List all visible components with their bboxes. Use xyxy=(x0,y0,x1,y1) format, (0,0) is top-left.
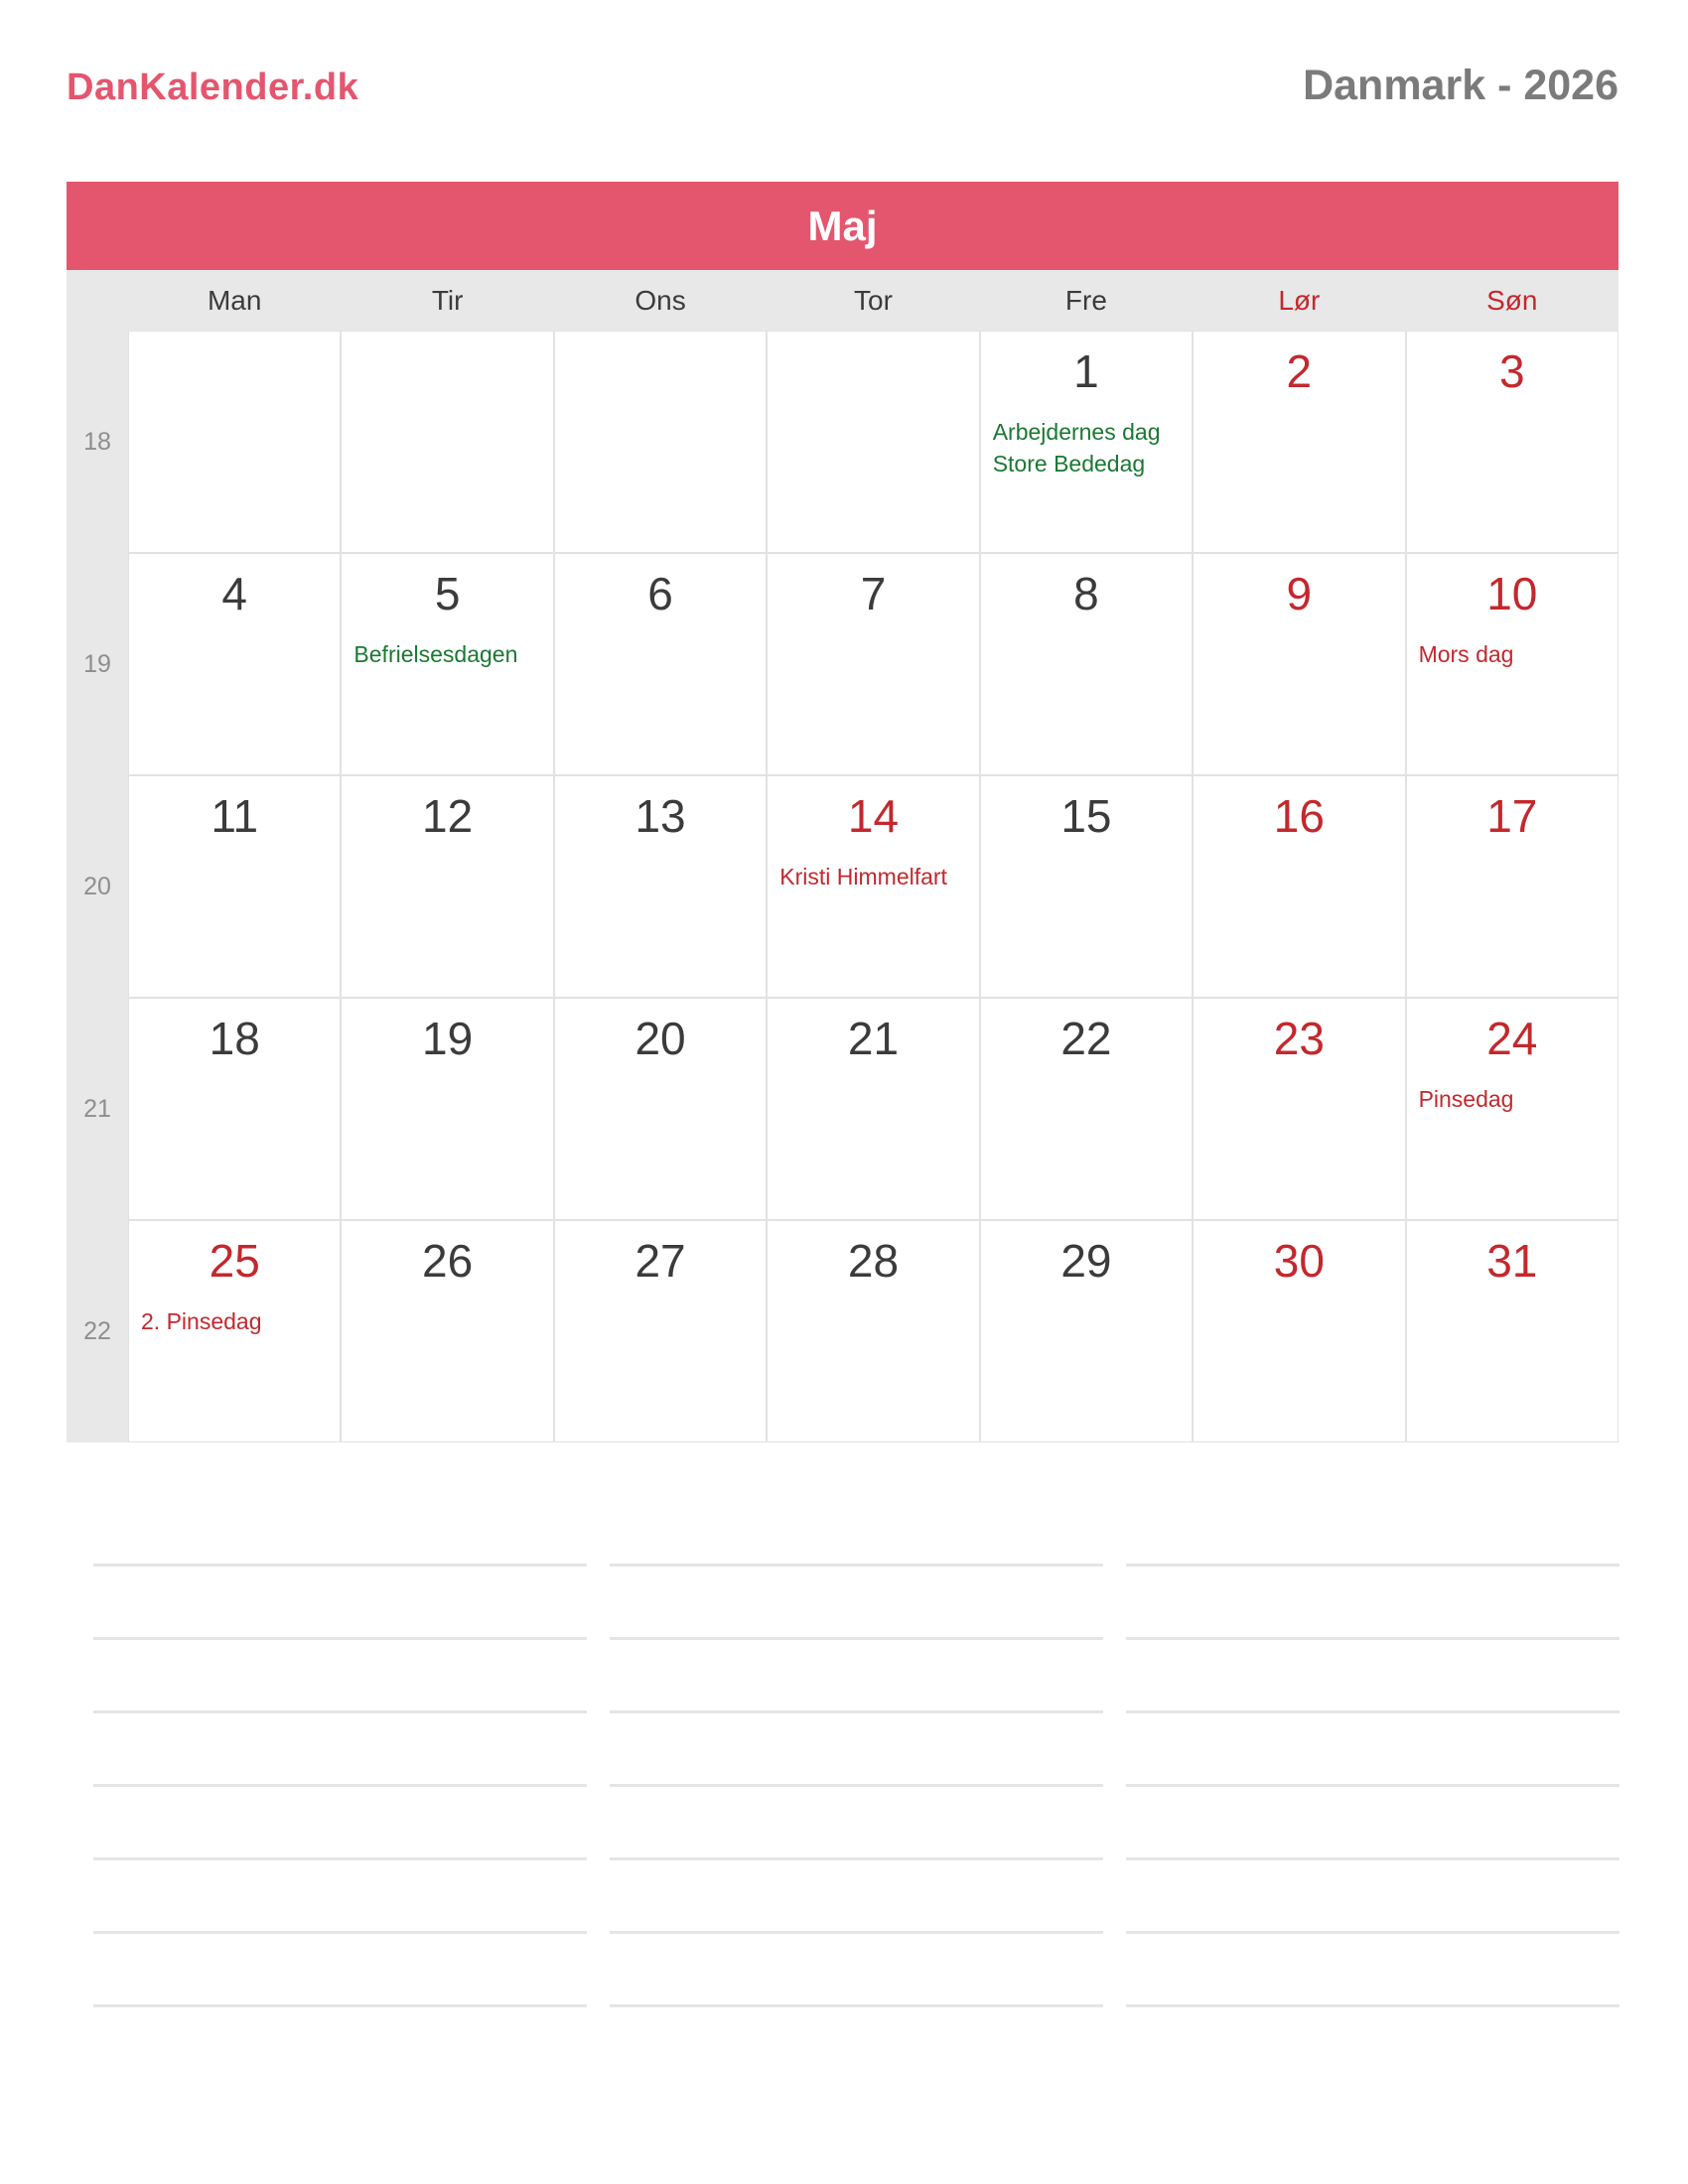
day-number: 8 xyxy=(1073,568,1099,619)
day-number: 1 xyxy=(1073,345,1099,397)
day-cell-17 xyxy=(1406,775,1618,998)
holiday-label: Store Bededag xyxy=(992,451,1146,477)
day-cell-27 xyxy=(554,1220,767,1442)
note-line xyxy=(93,1713,587,1787)
note-line xyxy=(93,1567,587,1640)
notes-section xyxy=(93,1493,1619,2007)
day-number: 23 xyxy=(1273,1013,1325,1064)
day-number: 3 xyxy=(1498,345,1525,397)
day-number: 5 xyxy=(434,568,461,619)
month-title: Maj xyxy=(807,202,878,249)
holiday-list xyxy=(129,1305,340,1337)
week-number: 21 xyxy=(67,998,128,1220)
note-line xyxy=(93,1787,587,1860)
day-cell-24 xyxy=(1406,998,1618,1220)
day-cell-empty xyxy=(554,331,767,553)
day-number: 6 xyxy=(647,568,673,619)
day-number: 15 xyxy=(1060,790,1112,842)
day-cell-22 xyxy=(980,998,1193,1220)
week-number: 20 xyxy=(67,775,128,998)
holiday-list xyxy=(1407,638,1618,670)
day-cell-1 xyxy=(980,331,1193,553)
note-line xyxy=(93,1640,587,1713)
holiday-list xyxy=(1407,1083,1618,1115)
day-cell-23 xyxy=(1193,998,1405,1220)
day-number: 20 xyxy=(634,1013,686,1064)
day-cell-empty xyxy=(767,331,979,553)
notes-column xyxy=(610,1493,1103,2007)
page-title: Danmark - 2026 xyxy=(1303,62,1618,109)
week-number: 18 xyxy=(67,331,128,553)
week-number: 19 xyxy=(67,553,128,775)
day-cell-15 xyxy=(980,775,1193,998)
day-cell-8 xyxy=(980,553,1193,775)
note-line xyxy=(610,1860,1103,1934)
day-header-tir: Tir xyxy=(431,284,464,316)
day-cell-29 xyxy=(980,1220,1193,1442)
calendar-day-headers xyxy=(67,270,1618,331)
notes-column xyxy=(1126,1493,1619,2007)
calendar xyxy=(67,270,1618,1442)
day-header-man: Man xyxy=(207,284,262,316)
day-cell-4 xyxy=(128,553,341,775)
day-cell-13 xyxy=(554,775,767,998)
note-line xyxy=(93,1493,587,1567)
day-number: 14 xyxy=(847,790,900,842)
day-cell-empty xyxy=(341,331,553,553)
day-number: 19 xyxy=(422,1013,474,1064)
page-header xyxy=(67,62,1618,110)
note-line xyxy=(1126,1493,1619,1567)
holiday-label: Kristi Himmelfart xyxy=(779,864,947,889)
note-line xyxy=(610,1934,1103,2007)
day-cell-14 xyxy=(767,775,979,998)
note-line xyxy=(1126,1567,1619,1640)
note-line xyxy=(1126,1640,1619,1713)
day-cell-3 xyxy=(1406,331,1618,553)
holiday-label: Mors dag xyxy=(1418,641,1514,667)
note-line xyxy=(610,1567,1103,1640)
day-number: 7 xyxy=(860,568,887,619)
day-number: 4 xyxy=(221,568,247,619)
day-cell-empty xyxy=(128,331,341,553)
holiday-label: Arbejdernes dag xyxy=(992,419,1161,445)
day-header-ons: Ons xyxy=(634,284,686,316)
note-line xyxy=(1126,1860,1619,1934)
day-cell-31 xyxy=(1406,1220,1618,1442)
day-number: 2 xyxy=(1286,345,1313,397)
calendar-grid xyxy=(67,331,1618,1442)
note-line xyxy=(610,1787,1103,1860)
day-number: 17 xyxy=(1486,790,1538,842)
day-number: 25 xyxy=(209,1235,260,1287)
day-cell-6 xyxy=(554,553,767,775)
note-line xyxy=(93,1860,587,1934)
day-number: 12 xyxy=(422,790,474,842)
day-number: 28 xyxy=(847,1235,900,1287)
day-header-søn: Søn xyxy=(1486,284,1538,316)
note-line xyxy=(1126,1934,1619,2007)
note-line xyxy=(1126,1713,1619,1787)
day-header-lør: Lør xyxy=(1278,284,1321,316)
day-number: 22 xyxy=(1060,1013,1112,1064)
day-cell-16 xyxy=(1193,775,1405,998)
note-line xyxy=(610,1493,1103,1567)
brand-logo[interactable]: DanKalender.dk xyxy=(67,67,359,108)
day-cell-21 xyxy=(767,998,979,1220)
day-number: 16 xyxy=(1273,790,1325,842)
day-number: 9 xyxy=(1286,568,1313,619)
day-number: 29 xyxy=(1060,1235,1112,1287)
day-cell-9 xyxy=(1193,553,1405,775)
holiday-list xyxy=(342,638,552,670)
note-line xyxy=(610,1640,1103,1713)
day-cell-2 xyxy=(1193,331,1405,553)
day-header-tor: Tor xyxy=(854,284,893,316)
note-line xyxy=(1126,1787,1619,1860)
day-number: 30 xyxy=(1273,1235,1325,1287)
day-cell-18 xyxy=(128,998,341,1220)
day-cell-26 xyxy=(341,1220,553,1442)
day-number: 21 xyxy=(847,1013,900,1064)
day-number: 11 xyxy=(211,790,259,842)
day-number: 18 xyxy=(209,1013,260,1064)
day-cell-30 xyxy=(1193,1220,1405,1442)
holiday-list xyxy=(768,861,978,892)
day-cell-7 xyxy=(767,553,979,775)
holiday-label: Pinsedag xyxy=(1418,1086,1514,1112)
holiday-label: 2. Pinsedag xyxy=(141,1308,262,1334)
month-banner xyxy=(67,182,1618,270)
note-line xyxy=(610,1713,1103,1787)
day-number: 27 xyxy=(634,1235,686,1287)
day-number: 26 xyxy=(422,1235,474,1287)
day-cell-28 xyxy=(767,1220,979,1442)
day-cell-20 xyxy=(554,998,767,1220)
day-header-fre: Fre xyxy=(1064,284,1107,316)
notes-column xyxy=(93,1493,587,2007)
day-cell-12 xyxy=(341,775,553,998)
holiday-label: Befrielsesdagen xyxy=(353,641,518,667)
day-cell-10 xyxy=(1406,553,1618,775)
day-number: 13 xyxy=(634,790,686,842)
note-line xyxy=(93,1934,587,2007)
day-cell-19 xyxy=(341,998,553,1220)
holiday-list xyxy=(981,416,1192,479)
day-number: 31 xyxy=(1486,1235,1538,1287)
header-corner xyxy=(67,270,128,331)
week-number: 22 xyxy=(67,1220,128,1442)
day-cell-5 xyxy=(341,553,553,775)
day-number: 10 xyxy=(1486,568,1538,619)
day-cell-11 xyxy=(128,775,341,998)
day-cell-25 xyxy=(128,1220,341,1442)
day-number: 24 xyxy=(1486,1013,1538,1064)
